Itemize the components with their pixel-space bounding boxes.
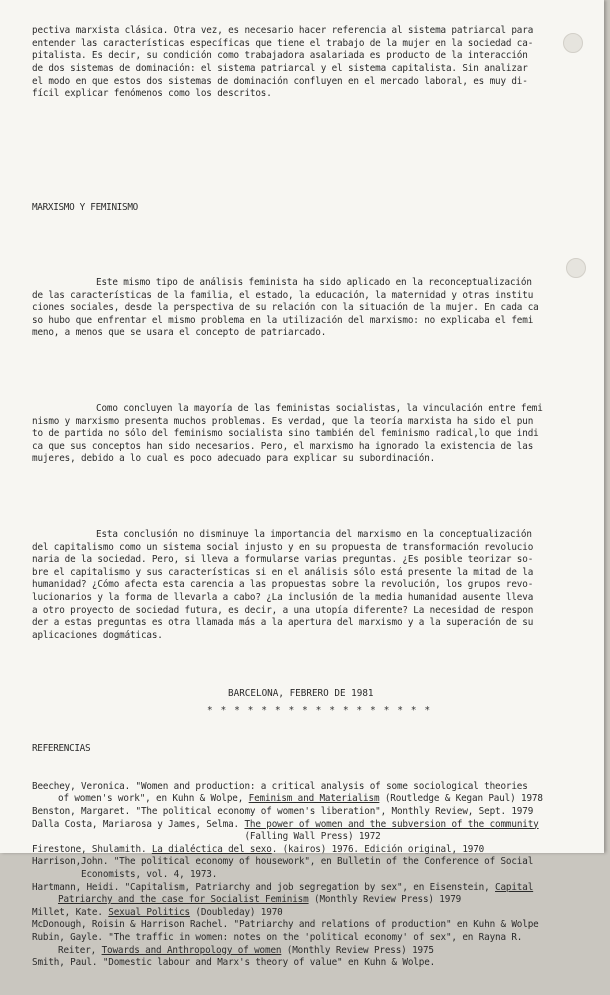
paragraph-1 — [32, 277, 604, 340]
text-line: a otro proyecto de sociedad futura, es decir, a una utopía diferente? La necesidad de respon — [32, 604, 534, 616]
reference-title: The power of women and the subversion of the community — [244, 818, 539, 830]
reference-title: La dialéctica del sexo — [151, 843, 272, 855]
reference-line — [32, 907, 604, 920]
reference-text: (Routledge & Kegan Paul) 1978 — [379, 793, 543, 805]
reference-line — [32, 869, 604, 882]
text-line: del capitalismo como un sistema social injusto y en su propuesta de transformación revolucio — [32, 541, 534, 553]
reference-line — [32, 882, 604, 895]
document-text — [32, 0, 604, 995]
reference-text: . (kairos) 1976. Edición original, 1970 — [271, 843, 485, 855]
reference-line — [32, 932, 604, 945]
reference-line — [32, 781, 604, 794]
separator-stars: * * * * * * * * * * * * * * * * * — [207, 705, 432, 717]
text-line: pectiva marxista clásica. Otra vez, es necesario hacer referencia al sistema patriarcal para — [32, 25, 534, 37]
reference-text: (Falling Wall Press) 1972 — [32, 831, 381, 843]
text-line: fícil explicar fenómenos como los descritos. — [32, 88, 272, 100]
reference-text: (Monthly Review Press) 1979 — [308, 894, 462, 906]
text-line: aplicaciones dogmáticas. — [32, 629, 163, 641]
reference-text: Dalla Costa, Mariarosa y James, Selma. — [32, 818, 245, 830]
reference-text: Benston, Margaret. "The political economy of women's liberation", Monthly Review, Sept. 1979 — [32, 806, 534, 817]
reference-title: Towards and Anthropology of women — [101, 944, 282, 956]
reference-text: Rubin, Gayle. "The traffic in women: notes on the 'political economy' of sex", en Rayna R. — [32, 931, 523, 943]
text-line: de dos sistemas de dominación: el sistema patriarcal y el sistema capitalista. Sin analizar — [32, 62, 528, 74]
text-line: meno, a menos que se usara el concepto de patriarcado. — [32, 327, 327, 339]
reference-text: Beechey, Veronica. "Women and production: a critical analysis of some sociological theories — [32, 780, 528, 792]
references-list — [32, 781, 604, 970]
text-line: entender las características específicas que tiene el trabajo de la mujer en la sociedad ca- — [32, 37, 534, 49]
reference-text: Hartmann, Heidi. "Capitalism, Patriarchy and job segregation by sex", en Eisenstein, — [32, 881, 496, 893]
reference-line — [32, 806, 604, 819]
reference-text: Millet, Kate. — [32, 906, 109, 918]
reference-text: Firestone, Shulamith. — [32, 843, 152, 855]
reference-text: Economists, vol. 4, 1973. — [32, 868, 218, 880]
text-line: bre el capitalismo y sus características si en el análisis sólo está presente la mitad de la — [32, 566, 534, 578]
text-line: el modo en que estos dos sistemas de dominación confluyen en el mercado laboral, es muy di- — [32, 75, 528, 87]
reference-title: Feminism and Materialism — [248, 793, 380, 805]
text-line: Como concluyen la mayoría de las feministas socialistas, la vinculación entre femi — [96, 403, 543, 414]
intro-paragraph — [32, 25, 604, 101]
reference-text: (Monthly Review Press) 1975 — [281, 944, 434, 956]
reference-line — [32, 919, 604, 932]
text-line: lucionarios y la forma de llevarla a cabo? ¿La inclusión de la media humanidad ausente lleva — [32, 591, 534, 603]
reference-text: Smith, Paul. "Domestic labour and Marx's theory of value" en Kuhn & Wolpe. — [32, 957, 436, 969]
text-line: de las características de la familia, el estado, la educación, la maternidad y otras institu — [32, 289, 534, 301]
reference-text: Reiter, — [58, 944, 102, 956]
reference-line — [32, 894, 604, 907]
text-line: nismo y marxismo presenta muchos problemas. Es verdad, que la teoría marxista ha sido el pun — [32, 415, 534, 427]
reference-line — [32, 819, 604, 832]
text-line: so hubo que enfrentar el mismo problema en la utilización del marxismo: no explicaba el femi — [32, 314, 534, 326]
text-line: ciones sociales, desde la perspectiva de su relación con la situación de la mujer. En cada ca — [32, 302, 539, 314]
text-line: ca que sus conceptos han sido necesarios. Pero, el marxismo ha ignorado la existencia de las — [32, 440, 534, 452]
reference-title: Capital — [495, 881, 534, 893]
text-line: pitalista. Es decir, su condición como trabajadora asalariada es producto de la interacción — [32, 50, 528, 62]
reference-title: Sexual Politics — [108, 906, 190, 918]
text-line: naria de la sociedad. Pero, si lleva a formularse varias preguntas. ¿Es posible teorizar so- — [32, 554, 534, 566]
paragraph-3 — [32, 529, 604, 642]
text-line: humanidad? ¿Cómo afecta esta carencia a las propuestas sobre la revolución, los grupos revo- — [32, 579, 534, 591]
text-line: Este mismo tipo de análisis feminista ha sido aplicado en la reconceptualización — [96, 277, 532, 289]
reference-line — [32, 856, 604, 869]
reference-line — [32, 831, 604, 844]
section-heading: MARXISMO Y FEMINISMO — [32, 201, 138, 213]
text-line: mujeres, debido a lo cual es poco adecuado para explicar su subordinación. — [32, 453, 436, 465]
reference-text: Harrison,John. "The political economy of housework", en Bulletin of the Conference of Social — [32, 856, 534, 868]
reference-line — [32, 957, 604, 970]
text-line: der a estas preguntas es otra llamada más a la apertura del marxismo y a la superación de su — [32, 617, 534, 629]
reference-text: (Doubleday) 1970 — [189, 906, 283, 918]
reference-title: Patriarchy and the case for Socialist Feminism — [58, 894, 309, 906]
reference-text: of women's work", en Kuhn & Wolpe, — [58, 793, 249, 805]
reference-line — [32, 793, 604, 806]
reference-line — [32, 945, 604, 958]
text-line: to de partida no sólo del feminismo socialista sino también del feminismo radical,lo que indi — [32, 428, 539, 440]
reference-line — [32, 844, 604, 857]
text-line: Esta conclusión no disminuye la importancia del marxismo en la conceptualización — [96, 528, 532, 540]
reference-text: McDonough, Roisin & Harrison Rachel. "Patriarchy and relations of production" en Kuhn & Wolpe — [32, 919, 539, 931]
references-heading: REFERENCIAS — [32, 743, 91, 755]
paragraph-2 — [32, 403, 604, 466]
footer-place-date: BARCELONA, FEBRERO DE 1981 — [228, 688, 374, 699]
